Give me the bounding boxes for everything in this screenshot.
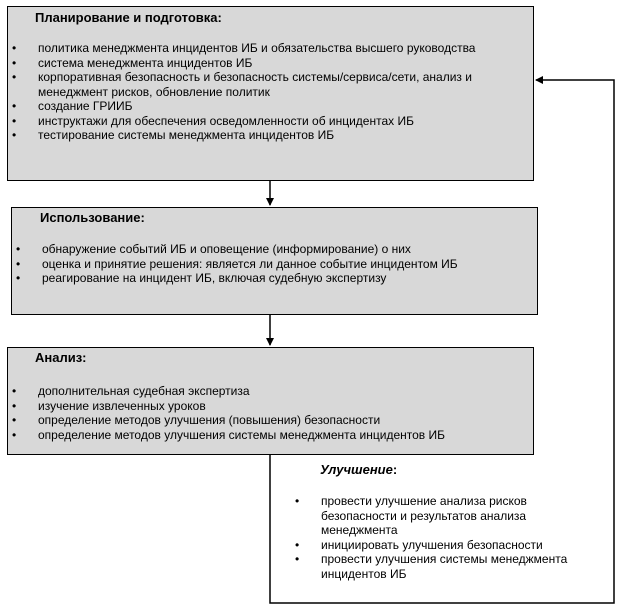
list-item: • обнаружение событий ИБ и оповещение (информирование) о них	[16, 242, 532, 257]
list-item: • корпоративная безопасность и безопасность системы/сервиса/сети, анализ и менеджмент рисков, обновление политик	[12, 70, 528, 99]
list-item: • определение методов улучшения системы менеджмента инцидентов ИБ	[12, 428, 528, 443]
list-item: • изучение извлеченных уроков	[12, 399, 528, 414]
list-item: • тестирование системы менеджмента инцидентов ИБ	[12, 128, 528, 143]
improvement-list	[295, 494, 595, 581]
analysis-list	[12, 384, 528, 442]
analysis-box	[7, 347, 534, 455]
improvement-title	[320, 462, 397, 477]
improvement-block	[275, 460, 610, 600]
list-item: • дополнительная судебная экспертиза	[12, 384, 528, 399]
list-item: • создание ГРИИБ	[12, 99, 528, 114]
list-item: • определение методов улучшения (повышения) безопасности	[12, 413, 528, 428]
list-item: • система менеджмента инцидентов ИБ	[12, 56, 528, 71]
improvement-title-text: Улучшение	[320, 462, 393, 477]
list-item: • политика менеджмента инцидентов ИБ и обязательства высшего руководства	[12, 41, 528, 56]
list-item: • оценка и принятие решения: является ли данное событие инцидентом ИБ	[16, 257, 532, 272]
improvement-title-colon: :	[392, 462, 398, 477]
usage-title: Использование:	[40, 210, 145, 225]
analysis-title: Анализ:	[35, 350, 87, 365]
list-item: • реагирование на инцидент ИБ, включая судебную экспертизу	[16, 271, 532, 286]
planning-list	[12, 41, 528, 143]
usage-box	[11, 207, 538, 315]
list-item: • провести улучшения системы менеджмента инцидентов ИБ	[295, 552, 595, 581]
planning-title: Планирование и подготовка:	[35, 10, 222, 25]
planning-box	[7, 6, 534, 181]
usage-list	[16, 242, 532, 286]
list-item: • инструктажи для обеспечения осведомленности об инцидентах ИБ	[12, 114, 528, 129]
list-item: • инициировать улучшения безопасности	[295, 538, 595, 553]
list-item: • провести улучшение анализа рисков безопасности и результатов анализа менеджмента	[295, 494, 595, 538]
